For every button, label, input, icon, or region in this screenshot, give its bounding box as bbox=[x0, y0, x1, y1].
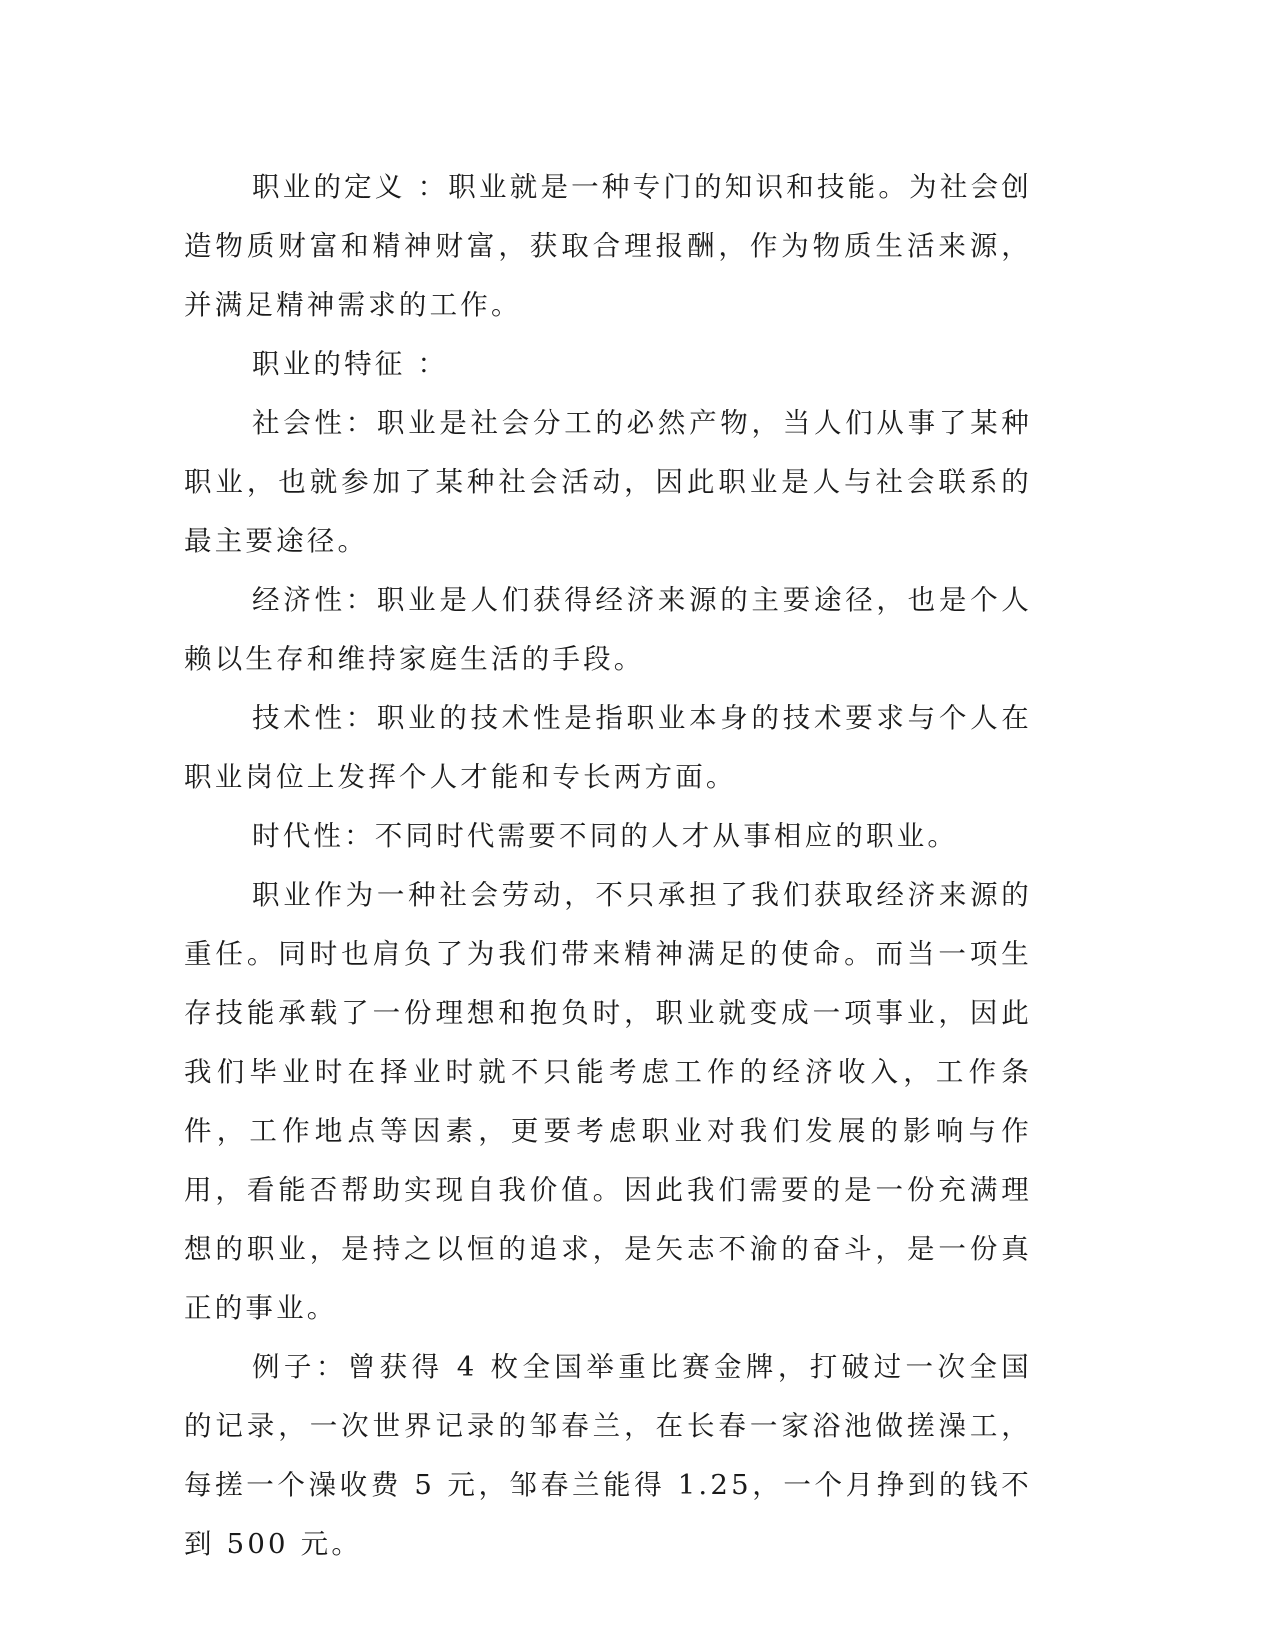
document-page bbox=[184, 158, 1032, 1574]
paragraph-career-as-labor: 职业作为一种社会劳动，不只承担了我们获取经济来源的重任。同时也肩负了为我们带来精神满足的使命。而当一项生存技能承载了一份理想和抱负时，职业就变成一项事业，因此我们毕业时在择业时就不只能考虑工作的经济收入，工作条件，工作地点等因素，更要考虑职业对我们发展的影响与作用，看能否帮助实现自我价值。因此我们需要的是一份充满理想的职业，是持之以恒的追求，是矢志不渝的奋斗，是一份真正的事业。 bbox=[184, 879, 1032, 1324]
paragraph-example: 例子：曾获得 4 枚全国举重比赛金牌，打破过一次全国的记录，一次世界记录的邹春兰，在长春一家浴池做搓澡工，每搓一个澡收费 5 元，邹春兰能得 1.25，一个月挣到的钱不到 500 元。 bbox=[184, 1351, 1032, 1560]
paragraph-era-feature: 时代性：不同时代需要不同的人才从事相应的职业。 bbox=[252, 820, 959, 852]
paragraph-career-features-heading: 职业的特征 ： bbox=[252, 348, 449, 380]
paragraph-social-feature: 社会性：职业是社会分工的必然产物，当人们从事了某种职业，也就参加了某种社会活动，因此职业是人与社会联系的最主要途径。 bbox=[184, 407, 1032, 557]
paragraph-technical-feature: 技术性：职业的技术性是指职业本身的技术要求与个人在职业岗位上发挥个人才能和专长两方面。 bbox=[184, 702, 1032, 793]
paragraph-economic-feature: 经济性：职业是人们获得经济来源的主要途径，也是个人赖以生存和维持家庭生活的手段。 bbox=[184, 584, 1032, 675]
paragraph-career-definition: 职业的定义 ：职业就是一种专门的知识和技能。为社会创造物质财富和精神财富，获取合理报酬，作为物质生活来源，并满足精神需求的工作。 bbox=[184, 171, 1032, 321]
